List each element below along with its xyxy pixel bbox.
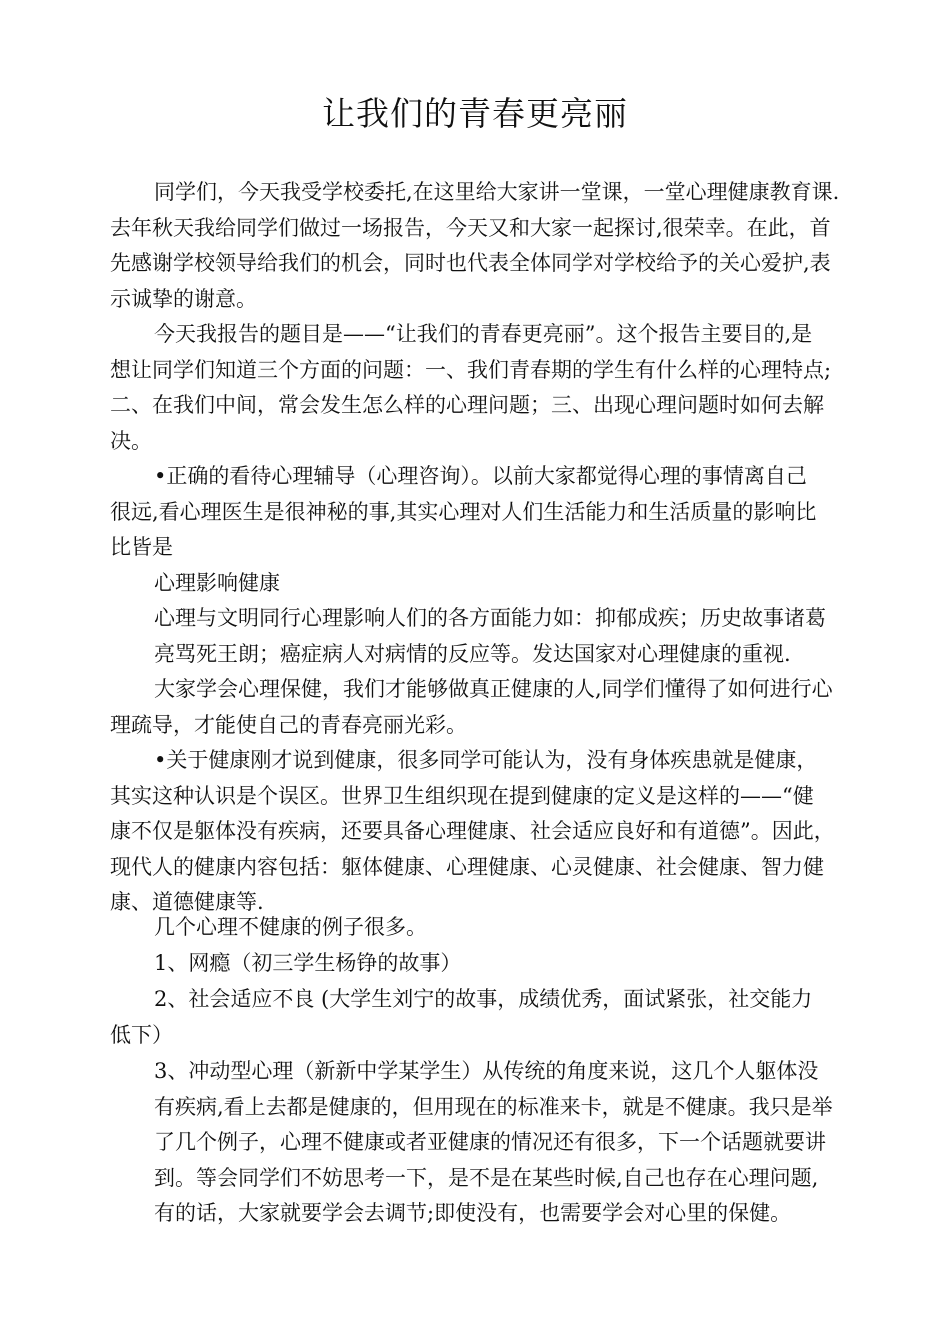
text-line: 比皆是 — [110, 535, 173, 559]
paragraph-civilization — [110, 601, 880, 672]
text-line: 想让同学们知道三个方面的问题：一、我们青春期的学生有什么样的心理特点; — [110, 357, 832, 382]
list-item-internet-addiction — [110, 946, 880, 982]
paragraph-health-definition — [110, 743, 880, 921]
paragraph-heading-health — [110, 566, 880, 602]
text-line: 亮骂死王朗；癌症病人对病情的反应等。发达国家对心理健康的重视. — [154, 641, 791, 666]
text-line: 现代人的健康内容包括：躯体健康、心理健康、心灵健康、社会健康、智力健 — [110, 854, 824, 879]
paragraph-topic — [110, 317, 880, 459]
text-line: 2、社会适应不良 (大学生刘宁的故事，成绩优秀，面试紧张，社交能力 — [154, 987, 813, 1011]
text-line: 康不仅是躯体没有疾病，还要具备心理健康、社会适应良好和有道德”。因此， — [110, 819, 835, 843]
text-line: 其实这种认识是个误区。世界卫生组织现在提到健康的定义是这样的——“健 — [110, 783, 814, 808]
paragraph-self-care — [110, 672, 880, 743]
text-line: 同学们，今天我受学校委托,在这里给大家讲一堂课，一堂心理健康教育课. — [154, 180, 840, 204]
text-line: 去年秋天我给同学们做过一场报告，今天又和大家一起探讨,很荣幸。在此，首 — [110, 215, 831, 240]
text-line: 康、道德健康等. — [110, 890, 264, 914]
text-line: 3、冲动型心理（新新中学某学生）从传统的角度来说，这几个人躯体没 — [154, 1059, 819, 1083]
text-line: 大家学会心理保健，我们才能够做真正健康的人,同学们懂得了如何进行心 — [154, 677, 833, 701]
text-line: 到。等会同学们不妨思考一下，是不是在某些时候,自己也存在心理问题, — [154, 1165, 819, 1190]
text-line: •关于健康刚才说到健康，很多同学可能认为，没有身体疾患就是健康， — [154, 748, 818, 772]
paragraph-examples-intro — [110, 910, 880, 946]
text-line: 示诚挚的谢意。 — [110, 286, 257, 311]
list-item-social-maladjustment — [110, 982, 880, 1053]
text-line: 有的话，大家就要学会去调节;即使没有，也需要学会对心里的保健。 — [154, 1201, 792, 1225]
text-line: 有疾病,看上去都是健康的，但用现在的标准来卡，就是不健康。我只是举 — [154, 1094, 833, 1119]
text-line: 心理影响健康 — [154, 571, 280, 595]
text-line: 二、在我们中间，常会发生怎么样的心理问题；三、出现心理问题时如何去解 — [110, 393, 824, 417]
text-line: 1、网瘾（初三学生杨铮的故事） — [154, 951, 462, 975]
text-line: 心理与文明同行心理影响人们的各方面能力如：抑郁成疾；历史故事诸葛 — [154, 606, 826, 630]
text-line: 了几个例子，心理不健康或者亚健康的情况还有很多，下一个话题就要讲 — [154, 1130, 826, 1154]
text-line: 很远,看心理医生是很神秘的事,其实心理对人们生活能力和生活质量的影响比 — [110, 499, 817, 524]
paragraph-greeting — [110, 175, 880, 317]
text-line: 低下） — [110, 1022, 173, 1047]
paragraph-counseling — [110, 459, 880, 566]
document-title: 让我们的青春更亮丽 — [322, 94, 628, 133]
text-line: •正确的看待心理辅导（心理咨询）。以前大家都觉得心理的事情离自己 — [154, 464, 807, 488]
text-line: 决。 — [110, 428, 152, 453]
text-line: 先感谢学校领导给我们的机会，同时也代表全体同学对学校给予的关心爱护,表 — [110, 251, 831, 275]
text-line: 几个心理不健康的例子很多。 — [154, 915, 427, 939]
text-line: 理疏导，才能使自己的青春亮丽光彩。 — [110, 712, 467, 737]
list-item-impulsive — [110, 1054, 880, 1232]
text-line: 今天我报告的题目是——“让我们的青春更亮丽”。这个报告主要目的,是 — [154, 322, 813, 346]
